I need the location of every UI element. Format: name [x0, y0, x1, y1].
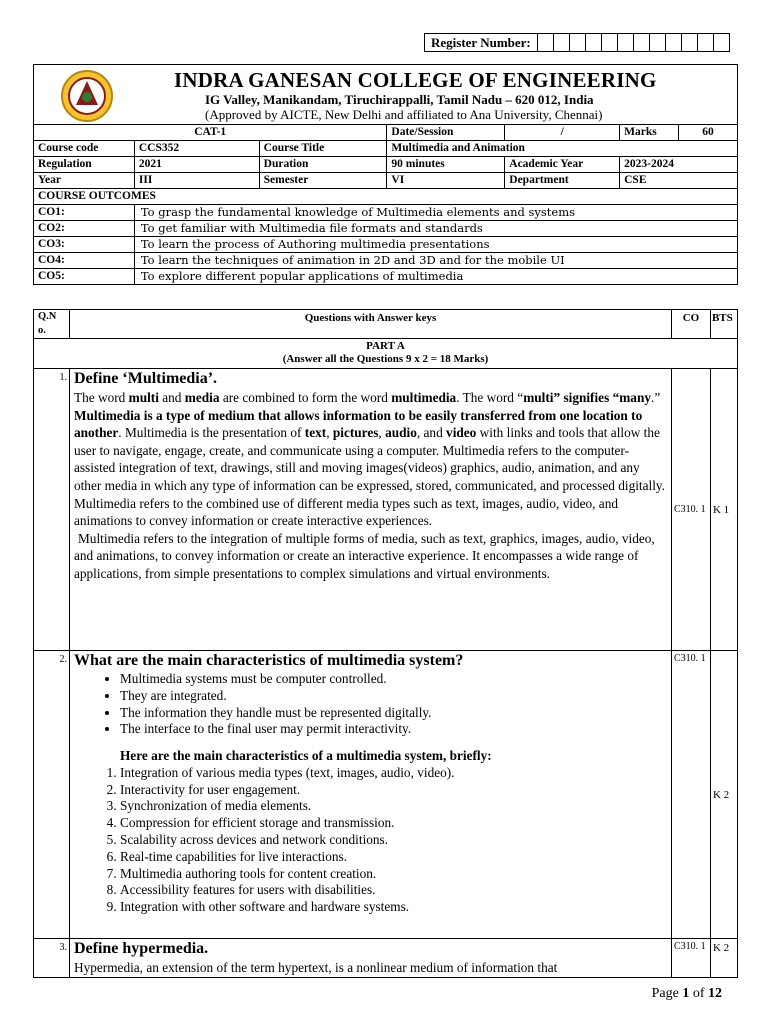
- list-item: 3. Synchronization of media elements.: [120, 798, 667, 815]
- register-digit-box: [682, 34, 698, 51]
- regulation-label: Regulation: [34, 157, 135, 173]
- bts-value: K 2: [710, 651, 737, 939]
- co-value: C310. 1: [672, 939, 711, 978]
- exam-info-table: [33, 124, 738, 285]
- register-digit-box: [602, 34, 618, 51]
- academic-year-value: 2023-2024: [620, 157, 738, 173]
- question-title: Define hypermedia.: [73, 940, 209, 957]
- outcome-text: To explore different popular applications of multimedia: [134, 269, 737, 285]
- register-number-field: [424, 33, 730, 52]
- date-session-value: /: [505, 125, 620, 141]
- co-header: CO: [672, 310, 711, 339]
- course-outcomes-heading: COURSE OUTCOMES: [34, 189, 738, 205]
- list-item: 2. Interactivity for user engagement.: [120, 782, 667, 799]
- course-title-label: Course Title: [259, 141, 387, 157]
- outcome-code: CO4:: [34, 253, 135, 269]
- qno-header: Q.N o.: [34, 310, 70, 339]
- outcome-code: CO2:: [34, 221, 135, 237]
- department-label: Department: [505, 173, 620, 189]
- register-digit-box: [634, 34, 650, 51]
- outcome-code: CO3:: [34, 237, 135, 253]
- list-item: 5. Scalability across devices and network conditions.: [120, 832, 667, 849]
- college-name: INDRA GANESAN COLLEGE OF ENGINEERING: [174, 68, 657, 92]
- college-logo-icon: [58, 69, 116, 123]
- register-digit-box: [618, 34, 634, 51]
- list-item: • The information they handle must be represented digitally.: [120, 705, 667, 722]
- course-title-value: Multimedia and Animation: [387, 141, 738, 157]
- answer-paragraph: The word multi and media are combined to form the word multimedia. The word “multi” signifies “many.” Multimedia is a type of medium that allows information to be easily transferred from one location to another. Multimedia is the presentation of text, pictures, audio, and video with links and tools that allow the user to navigate, engage, create, and communicate using a computer. Multimedia refers to the computer-assisted integration of text, drawings, still and moving images(videos) graphics, audio, animation, and any other media in which any type of information can be expressed, stored, communicated, and processed digitally.: [73, 390, 666, 493]
- list-item: • They are integrated.: [120, 688, 667, 705]
- course-code-value: CCS352: [134, 141, 259, 157]
- bts-value: K 1: [710, 369, 737, 651]
- answer-subheading: Here are the main characteristics of a multimedia system, briefly:: [119, 748, 492, 764]
- register-digit-box: [666, 34, 682, 51]
- course-code-label: Course code: [34, 141, 135, 157]
- part-instruction: (Answer all the Questions 9 x 2 = 18 Marks): [282, 353, 489, 365]
- page-footer: Page 1 of 12: [651, 986, 722, 1001]
- list-item: 8. Accessibility features for users with disabilities.: [120, 882, 667, 899]
- question-title: Define ‘Multimedia’.: [73, 370, 218, 387]
- register-digit-box: [586, 34, 602, 51]
- marks-label: Marks: [620, 125, 678, 140]
- list-item: • Multimedia systems must be computer controlled.: [120, 671, 667, 688]
- outcome-code: CO5:: [34, 269, 135, 285]
- college-header: [33, 64, 738, 124]
- questions-header: Questions with Answer keys: [69, 310, 671, 339]
- marks-value: 60: [702, 126, 714, 138]
- year-label: Year: [34, 173, 135, 189]
- register-digit-box: [570, 34, 586, 51]
- outcome-text: To get familiar with Multimedia file formats and standards: [134, 221, 737, 237]
- date-session-label: Date/Session: [387, 125, 505, 141]
- regulation-value: 2021: [134, 157, 259, 173]
- list-item: 4. Compression for efficient storage and transmission.: [120, 815, 667, 832]
- question-number: 3.: [34, 939, 70, 978]
- outcome-text: To grasp the fundamental knowledge of Multimedia elements and systems: [134, 205, 737, 221]
- bts-value: K 2: [710, 939, 737, 978]
- answer-paragraph: Multimedia refers to the integration of multiple forms of media, such as text, graphics, images, audio, video, and animations, to convey information or create an interactive experience. It encompasses a wide range of applications, from simple presentations to complex simulations and virtual environments.: [73, 530, 655, 581]
- duration-value: 90 minutes: [387, 157, 505, 173]
- outcome-text: To learn the techniques of animation in 2D and 3D and for the mobile UI: [134, 253, 737, 269]
- outcome-text: To learn the process of Authoring multimedia presentations: [134, 237, 737, 253]
- co-value: C310. 1: [672, 651, 711, 939]
- register-number-label: Register Number:: [425, 34, 538, 51]
- college-approval: (Approved by AICTE, New Delhi and affiliated to Ana University, Chennai): [205, 107, 603, 122]
- register-digit-box: [650, 34, 666, 51]
- characteristics-numbered-list: [74, 765, 667, 916]
- academic-year-label: Academic Year: [505, 157, 620, 173]
- answer-paragraph: Multimedia refers to the combined use of different media types such as text, images, audio, video, and animations to convey information or create interactive experiences.: [73, 495, 619, 529]
- question-number: 2.: [34, 651, 70, 939]
- semester-label: Semester: [259, 173, 387, 189]
- department-value: CSE: [620, 173, 738, 189]
- register-digit-box: [538, 34, 554, 51]
- bts-header: BTS: [710, 310, 737, 339]
- co-value: C310. 1: [672, 369, 711, 651]
- questions-table: [33, 309, 738, 978]
- characteristics-bullet-list: [74, 671, 667, 738]
- register-digit-box: [698, 34, 714, 51]
- answer-paragraph: Hypermedia, an extension of the term hypertext, is a nonlinear medium of information that: [73, 960, 558, 975]
- question-number: 1.: [34, 369, 70, 651]
- register-digit-box: [554, 34, 570, 51]
- list-item: • The interface to the final user may permit interactivity.: [120, 721, 667, 738]
- list-item: 6. Real-time capabilities for live interactions.: [120, 849, 667, 866]
- list-item: 1. Integration of various media types (text, images, audio, video).: [120, 765, 667, 782]
- year-value: III: [134, 173, 259, 189]
- exam-name: CAT-1: [34, 125, 387, 141]
- list-item: 9. Integration with other software and hardware systems.: [120, 899, 667, 916]
- semester-value: VI: [387, 173, 505, 189]
- register-digit-box: [714, 34, 729, 51]
- page-number: 1: [682, 986, 690, 1001]
- page-total: 12: [708, 986, 722, 1001]
- part-title: PART A: [366, 340, 405, 352]
- duration-label: Duration: [259, 157, 387, 173]
- college-address: IG Valley, Manikandam, Tiruchirappalli, Tamil Nadu – 620 012, India: [205, 92, 594, 107]
- outcome-code: CO1:: [34, 205, 135, 221]
- list-item: 7. Multimedia authoring tools for content creation.: [120, 866, 667, 883]
- question-title: What are the main characteristics of multimedia system?: [73, 652, 464, 669]
